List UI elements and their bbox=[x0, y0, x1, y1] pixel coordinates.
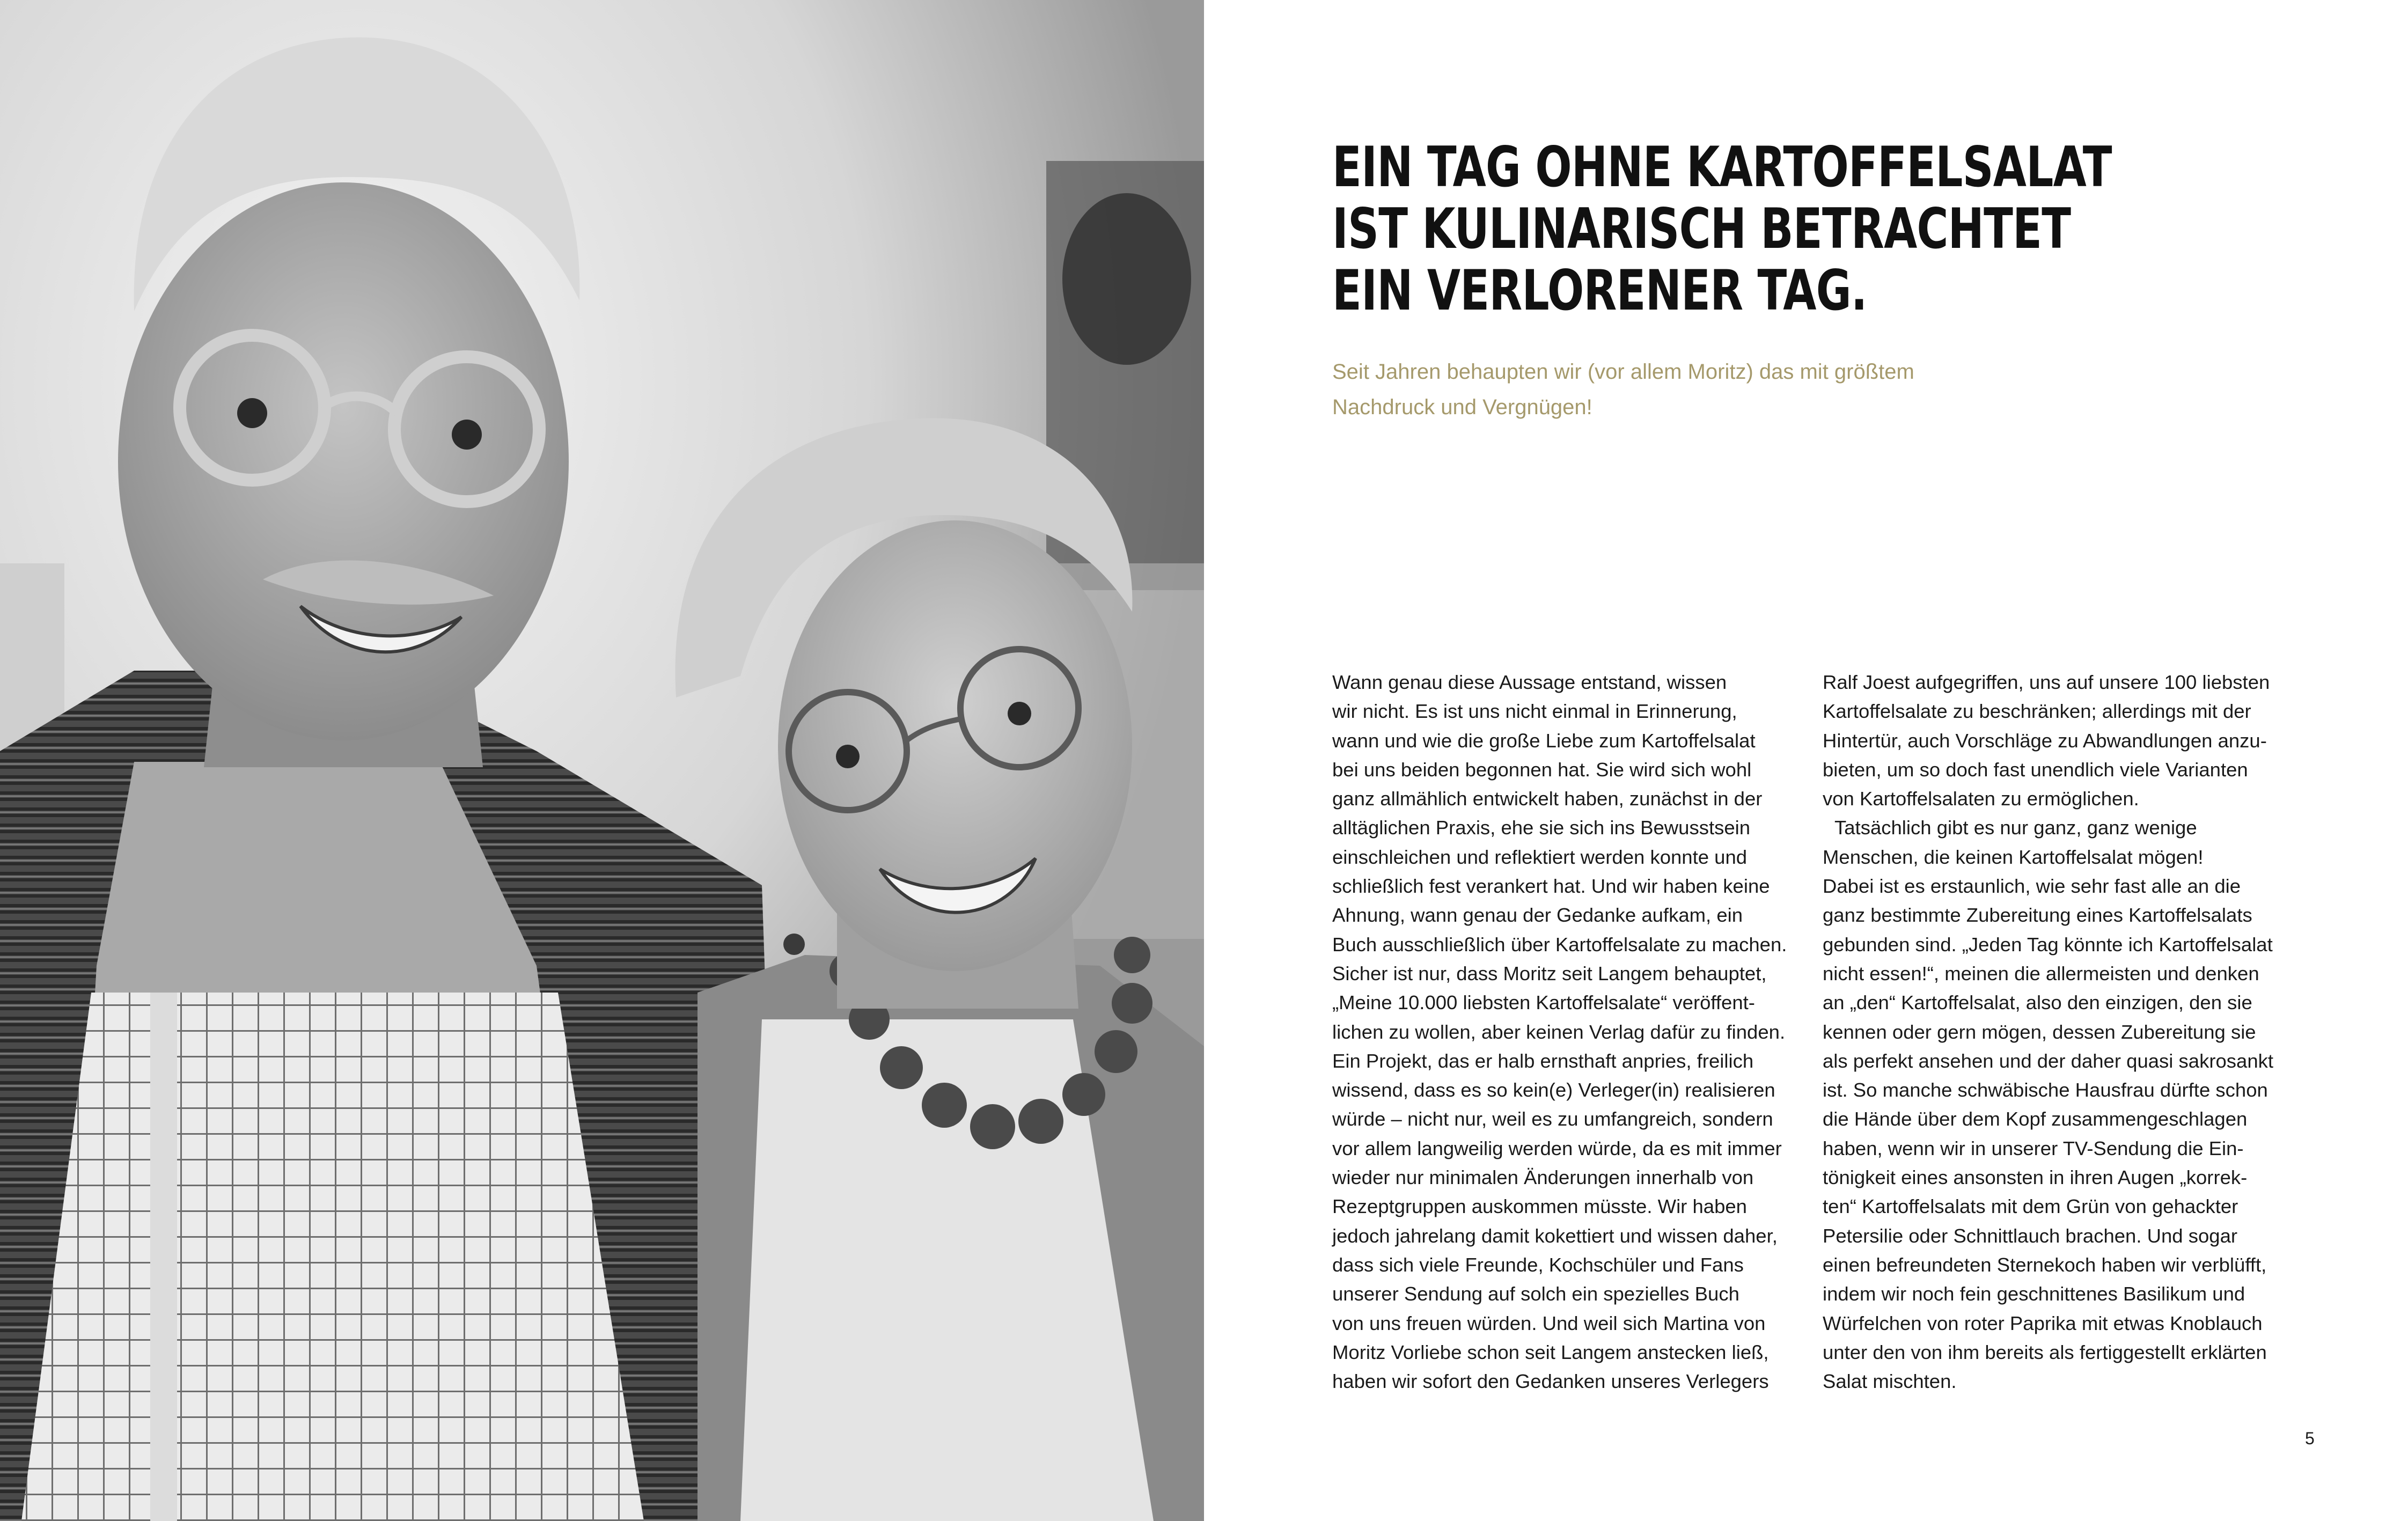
body-line: Dabei ist es erstaunlich, wie sehr fast alle an die bbox=[1823, 875, 2241, 898]
body-line: wissend, dass es so kein(e) Verleger(in) realisieren bbox=[1332, 1079, 1775, 1101]
body-line: haben, wenn wir in unserer TV-Sendung die Ein- bbox=[1823, 1137, 2244, 1159]
page-number: 5 bbox=[2305, 1429, 2315, 1448]
body-line: Moritz Vorliebe schon seit Langem anstecken ließ, bbox=[1332, 1341, 1769, 1363]
body-line: von uns freuen würden. Und weil sich Martina von bbox=[1332, 1312, 1766, 1334]
body-line: Petersilie oder Schnittlauch brachen. Und sogar bbox=[1823, 1224, 2238, 1247]
body-line: wieder nur minimalen Änderungen innerhalb von bbox=[1332, 1166, 1754, 1189]
body-line: Wann genau diese Aussage entstand, wissen bbox=[1332, 671, 1727, 693]
body-line: haben wir sofort den Gedanken unseres Verlegers bbox=[1332, 1370, 1769, 1393]
body-column-left bbox=[1332, 668, 1788, 1396]
body-line: unter den von ihm bereits als fertiggestellt erklärten bbox=[1823, 1341, 2267, 1363]
body-line: wir nicht. Es ist uns nicht einmal in Erinnerung, bbox=[1332, 700, 1737, 723]
body-line: ganz bestimmte Zubereitung eines Kartoffelsalats bbox=[1823, 904, 2252, 927]
body-line: schließlich fest verankert hat. Und wir haben keine bbox=[1332, 875, 1770, 898]
body-line: als perfekt ansehen und der daher quasi sakrosankt bbox=[1823, 1049, 2274, 1072]
body-line: Rezeptgruppen auskommen müsste. Wir haben bbox=[1332, 1195, 1747, 1218]
body-line: Würfelchen von roter Paprika mit etwas Knoblauch bbox=[1823, 1312, 2263, 1334]
body-line: Ahnung, wann genau der Gedanke aufkam, ein bbox=[1332, 904, 1743, 927]
body-line: alltäglichen Praxis, ehe sie sich ins Bewusstsein bbox=[1332, 817, 1751, 839]
body-line: Ralf Joest aufgegriffen, uns auf unsere 100 liebsten bbox=[1823, 671, 2270, 693]
body-line: dass sich viele Freunde, Kochschüler und Fans bbox=[1332, 1253, 1744, 1276]
body-line: einschleichen und reflektiert werden konnte und bbox=[1332, 846, 1748, 868]
body-line: die Hände über dem Kopf zusammengeschlagen bbox=[1823, 1108, 2248, 1130]
subtitle bbox=[1332, 354, 2030, 425]
body-line: kennen oder gern mögen, dessen Zubereitung sie bbox=[1823, 1020, 2256, 1043]
body-line: unserer Sendung auf solch ein spezielles Buch bbox=[1332, 1283, 1739, 1305]
headline-line: EIN VERLORENER TAG. bbox=[1332, 259, 1867, 323]
body-line: Ein Projekt, das er halb ernsthaft anpries, freilich bbox=[1332, 1049, 1754, 1072]
body-line: gebunden sind. „Jeden Tag könnte ich Kartoffelsalat bbox=[1823, 933, 2273, 956]
body-line: „Meine 10.000 liebsten Kartoffelsalate“ veröffent- bbox=[1332, 991, 1755, 1014]
body-column-right bbox=[1823, 668, 2279, 1396]
body-line: lichen zu wollen, aber keinen Verlag dafür zu finden. bbox=[1332, 1020, 1786, 1043]
body-line: ten“ Kartoffelsalats mit dem Grün von gehackter bbox=[1823, 1195, 2238, 1218]
headline bbox=[1332, 135, 2112, 323]
subtitle-line: Nachdruck und Vergnügen! bbox=[1332, 395, 1592, 419]
body-line: Tatsächlich gibt es nur ganz, ganz wenige bbox=[1834, 817, 2197, 839]
body-line: an „den“ Kartoffelsalat, also den einzigen, den sie bbox=[1823, 991, 2252, 1014]
body-line: Menschen, die keinen Kartoffelsalat mögen! bbox=[1823, 846, 2204, 868]
body-line: Salat mischten. bbox=[1823, 1370, 1957, 1393]
body-line: wann und wie die große Liebe zum Kartoffelsalat bbox=[1332, 729, 1756, 752]
body-line: Buch ausschließlich über Kartoffelsalate zu machen. bbox=[1332, 933, 1787, 956]
body-line: Kartoffelsalate zu beschränken; allerdings mit der bbox=[1823, 700, 2251, 723]
body-line: ganz allmählich entwickelt haben, zunächst in der bbox=[1332, 788, 1763, 810]
body-line: Hintertür, auch Vorschläge zu Abwandlungen anzu- bbox=[1823, 729, 2267, 752]
body-line: bieten, um so doch fast unendlich viele Varianten bbox=[1823, 758, 2248, 781]
body-line: indem wir noch fein geschnittenes Basilikum und bbox=[1823, 1283, 2245, 1305]
body-line: tönigkeit eines ansonsten in ihren Augen „korrek- bbox=[1823, 1166, 2248, 1189]
body-line: würde – nicht nur, weil es zu umfangreich, sondern bbox=[1332, 1108, 1773, 1130]
body-line: einen befreundeten Sternekoch haben wir verblüfft, bbox=[1823, 1253, 2267, 1276]
body-line: Sicher ist nur, dass Moritz seit Langem behauptet, bbox=[1332, 962, 1767, 984]
body-line: von Kartoffelsalaten zu ermöglichen. bbox=[1823, 788, 2139, 810]
body-line: vor allem langweilig werden würde, da es mit immer bbox=[1332, 1137, 1782, 1159]
headline-line: IST KULINARISCH BETRACHTET bbox=[1332, 197, 2071, 261]
subtitle-line: Seit Jahren behaupten wir (vor allem Moritz) das mit größtem bbox=[1332, 360, 1914, 384]
body-line: nicht essen!“, meinen die allermeisten und denken bbox=[1823, 962, 2259, 984]
body-line: ist. So manche schwäbische Hausfrau dürfte schon bbox=[1823, 1079, 2268, 1101]
body-line: jedoch jahrelang damit kokettiert und wissen daher, bbox=[1332, 1224, 1778, 1247]
headline-line: EIN TAG OHNE KARTOFFELSALAT bbox=[1332, 135, 2112, 200]
body-line: bei uns beiden begonnen hat. Sie wird sich wohl bbox=[1332, 758, 1752, 781]
